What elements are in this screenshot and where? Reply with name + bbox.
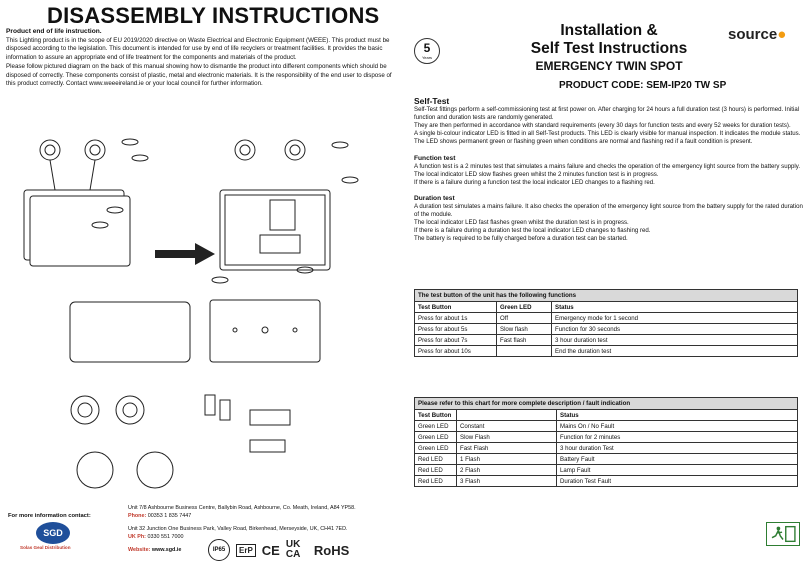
phone-label: Phone: [128,512,147,519]
title-block [494,22,724,73]
erp-mark: ErP [236,544,256,557]
table-cell: Green LED [415,443,457,454]
table-cell: Red LED [415,454,457,465]
ce-mark: CE [261,542,280,558]
function-test-p3: If there is a failure during a function test the local indicator LED changes to a flashing red. [414,178,655,186]
self-test-p1: Self-Test fittings perform a self-commissioning test at first power on. After charging for 24 hours a full duration test (3 hours) is performed. Initial function and duration tests are randomly generated. [414,106,800,122]
table-header-row [415,410,798,421]
self-test-p4: The LED shows permanent green or flashing green when conditions are normal and flashing red if a fault condition is present. [414,138,753,146]
table-cell: Slow Flash [457,432,557,443]
address-uk: Unit 32 Junction One Business Park, Valley Road, Birkenhead, Merseyside, UK, CH41 7ED. [128,526,348,533]
table-header: Status [557,410,798,421]
table-cell: Green LED [415,432,457,443]
self-test-instructions [414,97,804,244]
table-cell [497,346,552,357]
table-cell: Red LED [415,465,457,476]
table-row [415,432,798,443]
fault-indication-table [414,397,798,487]
ip65-mark: IP65 [208,539,230,561]
table-cell: Function for 30 seconds [552,324,798,335]
table-cell: Fast Flash [457,443,557,454]
duration-test-heading: Duration test [414,194,455,202]
duration-test-p3: If there is a failure during a duration test the local indicator LED changes to flashing red. [414,227,651,235]
website-label: Website: [128,547,151,554]
table-row [415,465,798,476]
self-test-p3: A single bi-colour indicator LED is fitted in all Self-Test products. This LED is clearly visible for manual inspection. It indicates the module status. [414,130,801,138]
eol-text: This Lighting product is in the scope of EU 2019/2020 directive on Waste Electrical and Electronic Equipment (WEEE). This product must be disposed according to the legislation. This document is intended for use by end of life recyclers or treatment facilities. It provides the basic information to assure an appropriate end of life treatment for the components and materials of the product. [6,36,390,62]
exit-sign-icon [766,522,800,546]
table-cell: Press for about 7s [415,335,497,346]
title-line-1: Installation & [560,22,658,39]
table-cell: 3 hour duration test [552,335,798,346]
title-line-2: Self Test Instructions [530,40,688,57]
installation-page [404,0,808,571]
table-cell: Press for about 5s [415,324,497,335]
table-header: Test Button [415,302,497,313]
phone-uk-label: UK Ph: [128,533,146,540]
function-test-p2: The local indicator LED slow flashes green whilst the 2 minutes function test is in progress. [414,170,659,178]
table-row [415,454,798,465]
table-header-row [415,302,798,313]
eol-heading: Product end of life instruction. [6,28,102,35]
table-row [415,313,798,324]
duration-test-p4: The battery is required to be fully charged before a duration test can be started. [414,235,628,243]
assembled-fitting-illustration [24,139,148,266]
table-cell: 3 hour duration Test [557,443,798,454]
sgd-name: Solas Geal Distribution [20,545,71,550]
table-header [457,410,557,421]
sgd-logo: SGD [36,522,70,544]
fault-indication-table-caption: Please refer to this chart for more complete description / fault indication [414,397,798,409]
warranty-badge [414,38,440,64]
page-title [494,22,724,58]
table-cell: Mains On / No Fault [557,421,798,432]
self-test-heading: Self-Test [414,96,450,106]
table-cell: Press for about 10s [415,346,497,357]
phone-uk[interactable]: 0330 551 7000 [147,533,184,540]
table-row [415,346,798,357]
source-logo-dot-icon: ● [777,26,787,43]
table-cell: Fast flash [497,335,552,346]
duration-test-p2: The local indicator LED fast flashes green whilst the duration test is in progress. [414,219,629,227]
component-parts-illustration [70,300,320,488]
table-row [415,443,798,454]
table-row [415,476,798,487]
table-cell: Function for 2 minutes [557,432,798,443]
test-button-table-caption: The test button of the unit has the following functions [414,289,798,301]
table-cell: 1 Flash [457,454,557,465]
duration-test-p1: A duration test simulates a mains failure. It also checks the operation of the emergency light source from the battery supply for the rated duration of the module. [414,203,803,219]
table-row [415,421,798,432]
certification-marks [208,537,349,563]
table-cell: Press for about 1s [415,313,497,324]
table-cell: Emergency mode for 1 second [552,313,798,324]
eol-instructions [6,28,398,89]
function-test-heading: Function test [414,154,456,162]
contact-label: For more information contact: [8,513,91,519]
table-cell: Duration Test Fault [557,476,798,487]
website-link[interactable]: www.sgd.ie [151,547,182,554]
product-code: PRODUCT CODE: SEM-IP20 TW SP [559,80,727,91]
warranty-label: Years [421,55,433,60]
arrow-right-icon [155,243,215,265]
table-cell: Lamp Fault [557,465,798,476]
disassembly-diagram [20,130,400,490]
phone-ireland[interactable]: 00353 1 835 7447 [147,512,192,519]
ukca-mark: UK CA [285,539,301,560]
table-cell: Off [497,313,552,324]
table-row [415,335,798,346]
table-cell: Battery Fault [557,454,798,465]
function-test-p1: A function test is a 2 minutes test that simulates a mains failure and checks the operation of the emergency light source from the battery supply. [414,162,801,170]
table-header: Status [552,302,798,313]
table-cell: Green LED [415,421,457,432]
eol-text-2: Please follow pictured diagram on the back of this manual showing how to dismantle the product into different components which should be disposed of correctly. These components consist of plastic, metal and electronic materials. It is the responsibility of the end user to dispose of this product correctly. Contact www.weeeireland.ie or your local council for further information. [6,62,392,88]
source-logo-text: source [728,26,778,43]
table-row [415,324,798,335]
table-cell: Constant [457,421,557,432]
table-cell: 2 Flash [457,465,557,476]
table-cell: End the duration test [552,346,798,357]
rohs-mark: RoHS [313,542,350,558]
source-logo [728,26,786,43]
table-header: Test Button [415,410,457,421]
address-ireland: Unit 7/8 Ashbourne Business Centre, Ballybin Road, Ashbourne, Co. Meath, Ireland, A84 YP58. [128,505,356,511]
table-header: Green LED [497,302,552,313]
table-cell: 3 Flash [457,476,557,487]
self-test-p2: They are then performed in accordance with standard requirements (every 30 days for function tests and every 52 weeks for duration tests). [414,122,791,130]
test-button-table [414,289,798,357]
table-cell: Red LED [415,476,457,487]
disassembly-title: DISASSEMBLY INSTRUCTIONS [47,3,380,28]
table-cell: Slow flash [497,324,552,335]
disassembled-fitting-illustration [212,140,358,283]
product-subtitle: EMERGENCY TWIN SPOT [535,59,683,73]
warranty-years: 5 [423,41,431,55]
